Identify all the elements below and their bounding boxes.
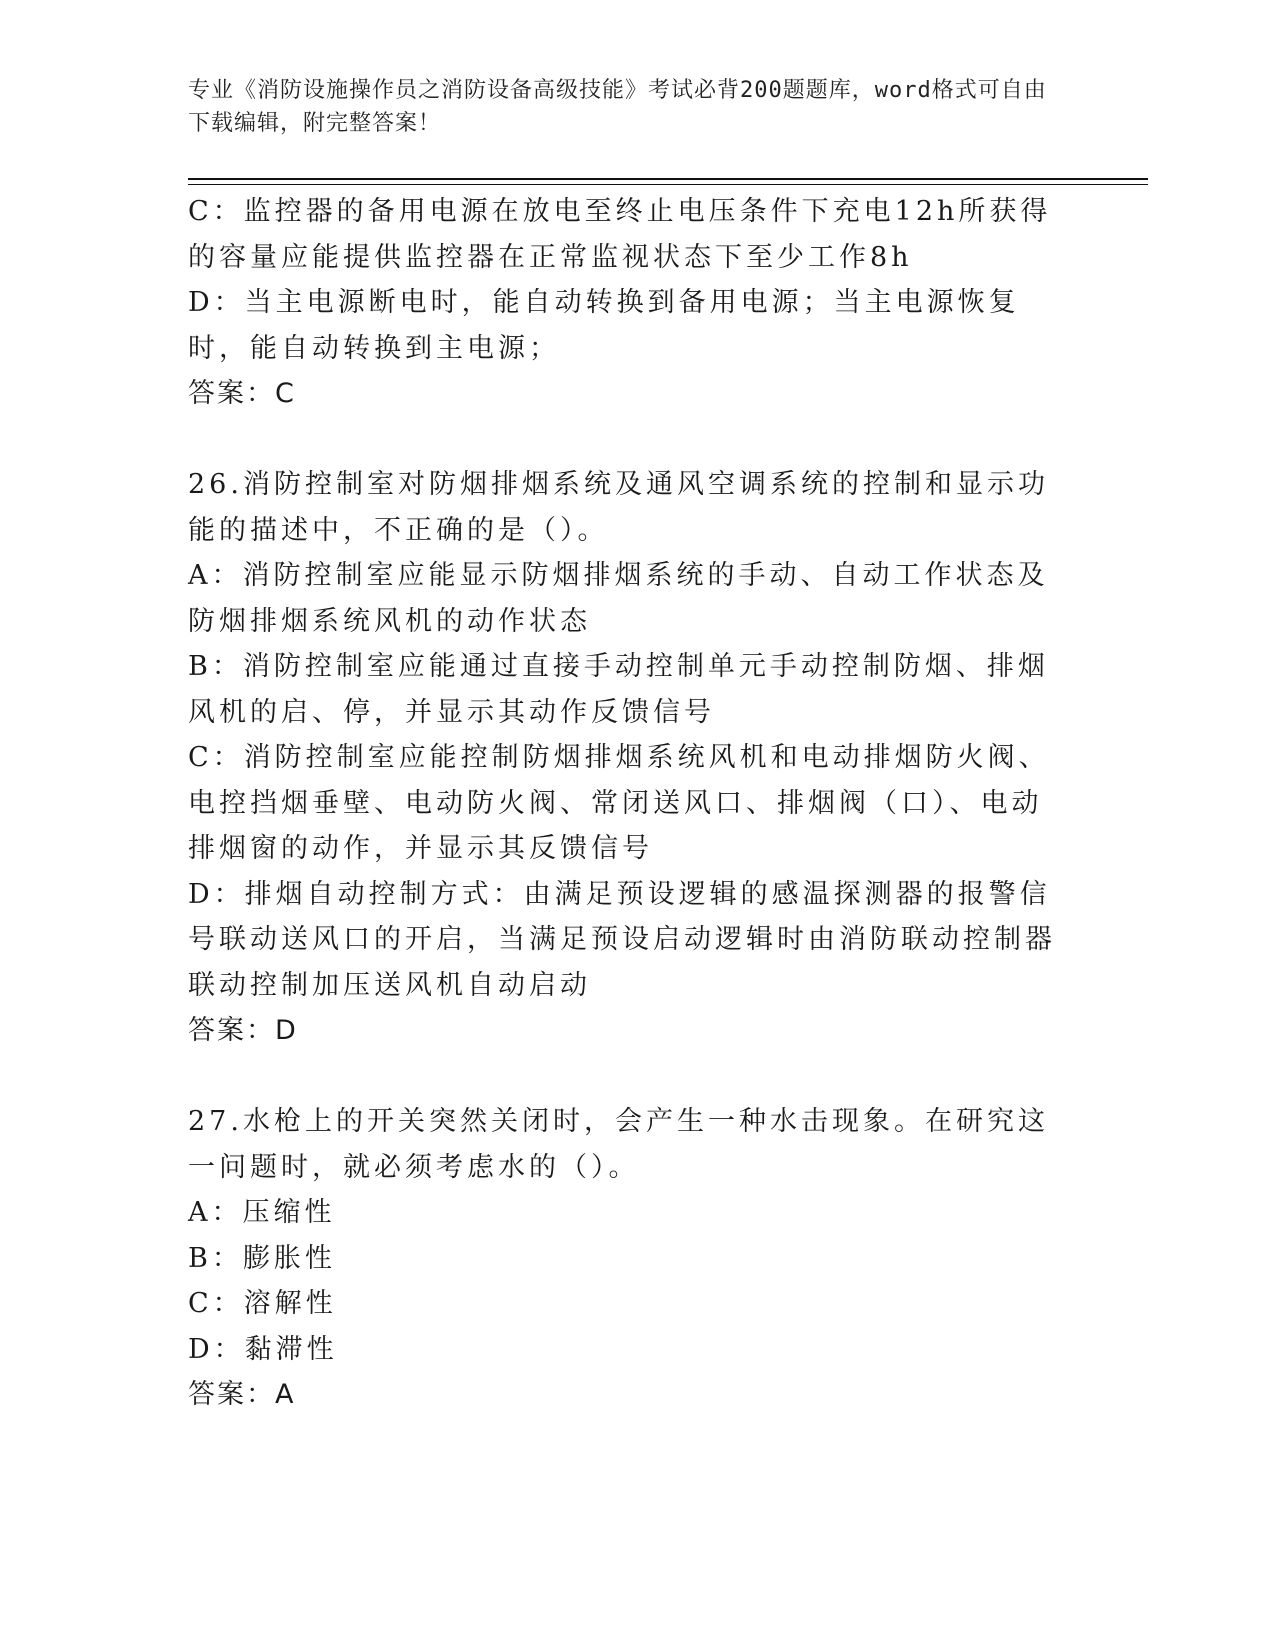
document-body bbox=[188, 189, 1068, 1418]
q27-option-d: D：黏滞性 bbox=[188, 1333, 338, 1365]
q26-option-a: A：消防控制室应能显示防烟排烟系统的手动、自动工作状态及防烟排烟系统风机的动作状态 bbox=[188, 560, 1049, 637]
header-divider-thin bbox=[188, 184, 1148, 185]
q25-option-c: C：监控器的备用电源在放电至终止电压条件下充电12h所获得的容量应能提供监控器在正常监视状态下至少工作8h bbox=[188, 196, 1052, 273]
spacer bbox=[188, 417, 1068, 463]
header-divider-thick bbox=[188, 178, 1148, 180]
question-block-25 bbox=[188, 189, 1068, 417]
q25-answer: 答案：C bbox=[188, 378, 296, 409]
q26-answer: 答案：D bbox=[188, 1015, 298, 1046]
q26-option-c: C：消防控制室应能控制防烟排烟系统风机和电动排烟防火阀、电控挡烟垂壁、电动防火阀、常闭送风口、排烟阀（口）、电动排烟窗的动作，并显示其反馈信号 bbox=[188, 742, 1050, 864]
document-header: 专业《消防设施操作员之消防设备高级技能》考试必背200题题库，word格式可自由下载编辑，附完整答案！ bbox=[188, 78, 1047, 136]
q26-option-b: B：消防控制室应能通过直接手动控制单元手动控制防烟、排烟风机的启、停，并显示其动作反馈信号 bbox=[188, 651, 1049, 728]
q27-answer: 答案：A bbox=[188, 1379, 296, 1410]
q27-question: 27.水枪上的开关突然关闭时，会产生一种水击现象。在研究这一问题时，就必须考虑水的（）。 bbox=[188, 1106, 1049, 1183]
q27-option-b: B：膨胀性 bbox=[188, 1242, 336, 1274]
q27-option-c: C：溶解性 bbox=[188, 1288, 337, 1319]
q25-option-d: D：当主电源断电时，能自动转换到备用电源；当主电源恢复时，能自动转换到主电源； bbox=[188, 287, 1020, 364]
question-block-26 bbox=[188, 462, 1068, 1054]
q26-question: 26.消防控制室对防烟排烟系统及通风空调系统的控制和显示功能的描述中，不正确的是（）。 bbox=[188, 469, 1049, 546]
q26-option-d: D：排烟自动控制方式：由满足预设逻辑的感温探测器的报警信号联动送风口的开启，当满足预设启动逻辑时由消防联动控制器联动控制加压送风机自动启动 bbox=[188, 878, 1056, 1001]
question-block-27 bbox=[188, 1099, 1068, 1418]
spacer bbox=[188, 1054, 1068, 1100]
q27-option-a: A：压缩性 bbox=[188, 1197, 336, 1228]
